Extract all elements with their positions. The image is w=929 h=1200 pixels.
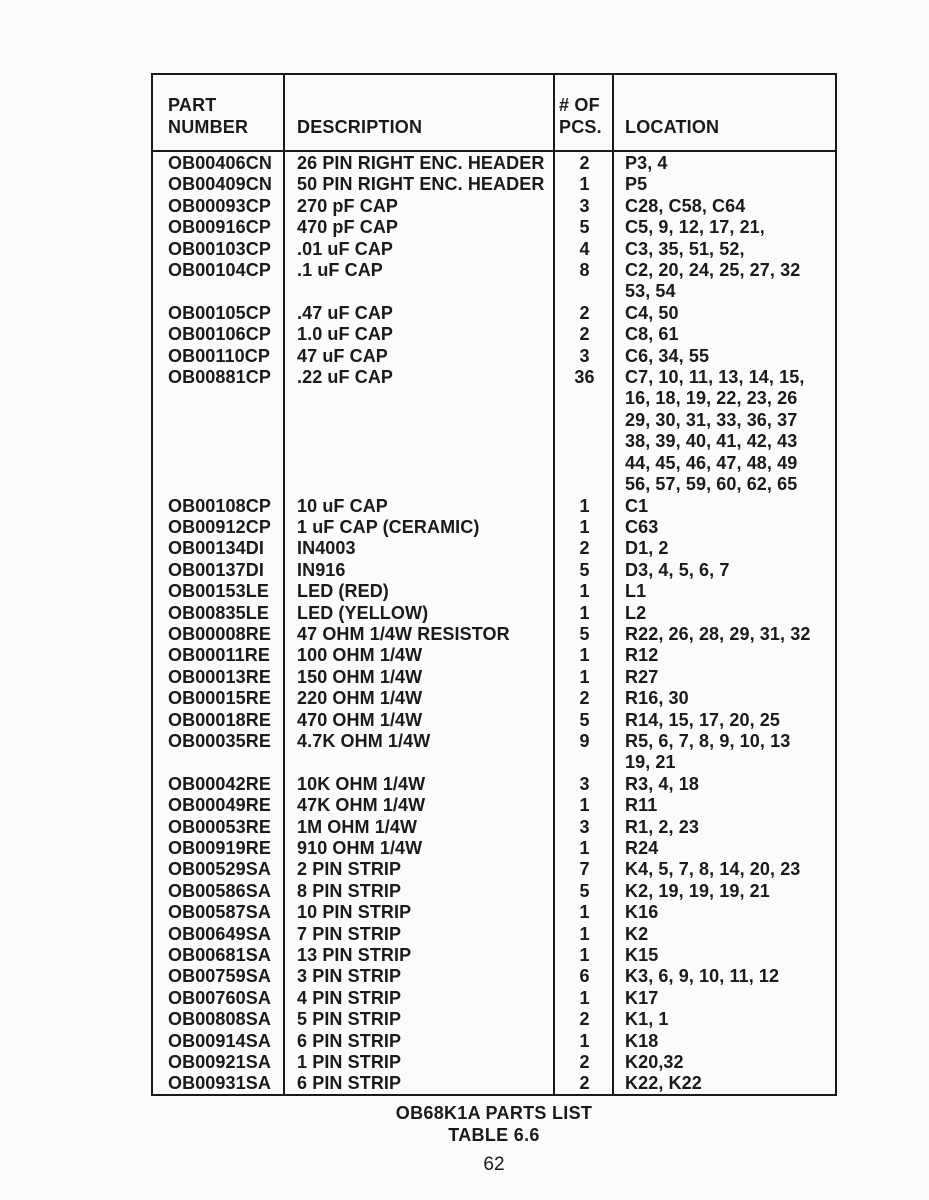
location-line: R27 (625, 666, 659, 687)
table-row (153, 303, 835, 324)
table-row (153, 945, 835, 966)
location-line: D3, 4, 5, 6, 7 (625, 559, 730, 580)
description-cell: 220 OHM 1/4W (297, 688, 423, 709)
table-header-row (153, 75, 835, 152)
pcs-cell: 5 (579, 217, 590, 238)
part-number-cell: OB00015RE (168, 688, 271, 709)
table-row (153, 239, 835, 260)
table-row (153, 367, 835, 495)
pcs-cell: 5 (579, 559, 590, 580)
location-cell (614, 538, 835, 559)
table-row (153, 645, 835, 666)
table-row (153, 153, 835, 174)
location-line: 38, 39, 40, 41, 42, 43 (625, 431, 798, 452)
table-row (153, 817, 835, 838)
location-line: R11 (625, 795, 658, 816)
part-number-cell: OB00912CP (168, 516, 271, 537)
location-cell (614, 239, 835, 260)
description-cell: 470 OHM 1/4W (297, 709, 423, 730)
pcs-cell: 1 (579, 1030, 590, 1051)
pcs-cell: 3 (579, 773, 590, 794)
part-number-cell: OB00011RE (168, 645, 270, 666)
part-number-cell: OB00529SA (168, 859, 271, 880)
description-cell: 2 PIN STRIP (297, 859, 402, 880)
pcs-cell: 2 (579, 1052, 590, 1073)
description-cell: 47 OHM 1/4W RESISTOR (297, 623, 510, 644)
description-cell: .22 uF CAP (297, 367, 394, 388)
table-row (153, 517, 835, 538)
description-cell: 910 OHM 1/4W (297, 838, 423, 858)
location-line: 16, 18, 19, 22, 23, 26 (625, 388, 798, 409)
pcs-cell: 2 (579, 153, 590, 173)
part-number-cell: OB00153LE (168, 581, 269, 602)
header-part-number-line1: PART (168, 95, 217, 115)
location-cell (614, 581, 835, 602)
table-row (153, 581, 835, 602)
description-cell: 5 PIN STRIP (297, 1009, 402, 1030)
location-cell (614, 517, 835, 538)
location-cell (614, 817, 835, 838)
location-line: C3, 35, 51, 52, (625, 238, 745, 259)
part-number-cell: OB00018RE (168, 709, 271, 730)
part-number-cell: OB00587SA (168, 902, 271, 923)
location-cell (614, 774, 835, 795)
pcs-cell: 1 (579, 945, 590, 966)
location-line: C4, 50 (625, 302, 679, 323)
location-cell (614, 560, 835, 581)
description-cell: 7 PIN STRIP (297, 923, 402, 944)
location-line: K18 (625, 1030, 659, 1051)
table-row (153, 902, 835, 923)
table-row (153, 1031, 835, 1052)
location-line: 56, 57, 59, 60, 62, 65 (625, 474, 798, 495)
location-cell (614, 924, 835, 945)
part-number-cell: OB00137DI (168, 559, 264, 580)
header-description (285, 75, 555, 150)
location-line: K20,32 (625, 1052, 684, 1073)
location-cell (614, 603, 835, 624)
description-cell: .47 uF CAP (297, 302, 394, 323)
location-line: K22, K22 (625, 1073, 702, 1094)
table-row (153, 1073, 835, 1094)
table-caption-subtitle: TABLE 6.6 (448, 1125, 540, 1145)
table-row (153, 624, 835, 645)
part-number-cell: OB00649SA (168, 923, 271, 944)
location-line: D1, 2 (625, 538, 669, 559)
part-number-cell: OB00110CP (168, 345, 270, 366)
table-row (153, 1009, 835, 1030)
part-number-cell: OB00881CP (168, 367, 271, 388)
pcs-cell: 1 (579, 838, 590, 858)
location-line: K2, 19, 19, 19, 21 (625, 880, 770, 901)
pcs-cell: 3 (579, 816, 590, 837)
part-number-cell: OB00104CP (168, 260, 271, 281)
pcs-cell: 6 (579, 966, 590, 987)
part-number-cell: OB00013RE (168, 666, 271, 687)
table-caption-title: OB68K1A PARTS LIST (395, 1103, 593, 1123)
location-line: C1 (625, 495, 649, 516)
pcs-cell: 36 (574, 367, 595, 388)
header-pcs-line1: # OF (559, 95, 600, 115)
part-number-cell: OB00053RE (168, 816, 271, 837)
location-cell (614, 260, 835, 303)
header-location-label: LOCATION (625, 117, 720, 137)
location-line: 53, 54 (625, 281, 676, 302)
pcs-cell: 1 (579, 516, 590, 537)
column-divider (283, 75, 285, 1094)
header-location (614, 75, 835, 150)
column-divider (612, 75, 614, 1094)
part-number-cell: OB00008RE (168, 623, 271, 644)
location-line: C5, 9, 12, 17, 21, (625, 217, 765, 238)
location-cell (614, 966, 835, 987)
location-line: C28, C58, C64 (625, 195, 746, 216)
location-line: K16 (625, 902, 659, 923)
location-cell (614, 303, 835, 324)
table-row (153, 795, 835, 816)
header-pcs-line2: PCS. (559, 117, 602, 137)
description-cell: 47K OHM 1/4W (297, 795, 426, 816)
location-line: K15 (625, 945, 659, 966)
description-cell: 270 pF CAP (297, 195, 399, 216)
location-cell (614, 945, 835, 966)
table-row (153, 1052, 835, 1073)
pcs-cell: 5 (579, 880, 590, 901)
table-row (153, 496, 835, 517)
part-number-cell: OB00931SA (168, 1073, 271, 1094)
pcs-cell: 1 (579, 987, 590, 1008)
location-line: R12 (625, 645, 659, 666)
description-cell: 13 PIN STRIP (297, 945, 412, 966)
location-line: 29, 30, 31, 33, 36, 37 (625, 409, 798, 430)
table-row (153, 217, 835, 238)
location-cell (614, 624, 835, 645)
description-cell: 150 OHM 1/4W (297, 666, 423, 687)
description-cell: 1.0 uF CAP (297, 324, 394, 345)
table-row (153, 260, 835, 303)
part-number-cell: OB00914SA (168, 1030, 271, 1051)
part-number-cell: OB00835LE (168, 602, 269, 623)
table-row (153, 174, 835, 195)
part-number-cell: OB00106CP (168, 324, 271, 345)
header-part-number (153, 75, 285, 150)
page-number: 62 (483, 1154, 505, 1175)
description-cell: 1M OHM 1/4W (297, 816, 418, 837)
description-cell: LED (YELLOW) (297, 602, 429, 623)
pcs-cell: 8 (579, 260, 590, 281)
description-cell: 4.7K OHM 1/4W (297, 730, 431, 751)
table-row (153, 881, 835, 902)
location-cell (614, 1052, 835, 1073)
part-number-cell: OB00409CN (168, 174, 272, 195)
description-cell: 10 PIN STRIP (297, 902, 412, 923)
location-cell (614, 367, 835, 495)
pcs-cell: 5 (579, 623, 590, 644)
header-part-number-line2: NUMBER (168, 117, 249, 137)
part-number-cell: OB00681SA (168, 945, 271, 966)
location-line: C63 (625, 516, 659, 537)
part-number-cell: OB00134DI (168, 538, 264, 559)
pcs-cell: 2 (579, 538, 590, 559)
description-cell: 1 PIN STRIP (297, 1052, 402, 1073)
location-cell (614, 667, 835, 688)
table-row (153, 667, 835, 688)
location-line: 44, 45, 46, 47, 48, 49 (625, 452, 798, 473)
pcs-cell: 1 (579, 666, 590, 687)
table-row (153, 196, 835, 217)
description-cell: 1 uF CAP (CERAMIC) (297, 516, 480, 537)
table-row (153, 731, 835, 774)
description-cell: 4 PIN STRIP (297, 987, 402, 1008)
location-line: C6, 34, 55 (625, 345, 710, 366)
part-number-cell: OB00042RE (168, 773, 271, 794)
location-line: L2 (625, 602, 647, 623)
part-number-cell: OB00406CN (168, 153, 272, 173)
location-line: R24 (625, 838, 659, 858)
description-cell: 3 PIN STRIP (297, 966, 402, 987)
table-row (153, 346, 835, 367)
table-body (153, 152, 835, 1095)
location-cell (614, 710, 835, 731)
description-cell: IN916 (297, 559, 346, 580)
location-cell (614, 902, 835, 923)
pcs-cell: 3 (579, 345, 590, 366)
location-cell (614, 153, 835, 174)
part-number-cell: OB00916CP (168, 217, 271, 238)
description-cell: 26 PIN RIGHT ENC. HEADER (297, 153, 545, 173)
location-cell (614, 1031, 835, 1052)
table-row (153, 538, 835, 559)
pcs-cell: 1 (579, 174, 590, 195)
description-cell: LED (RED) (297, 581, 389, 602)
location-line: R1, 2, 23 (625, 816, 699, 837)
pcs-cell: 9 (579, 730, 590, 751)
table-row (153, 688, 835, 709)
location-cell (614, 346, 835, 367)
parts-table (151, 73, 837, 1096)
location-line: K2 (625, 923, 649, 944)
location-line: K1, 1 (625, 1009, 669, 1030)
header-pcs (555, 75, 614, 150)
pcs-cell: 1 (579, 902, 590, 923)
pcs-cell: 1 (579, 923, 590, 944)
part-number-cell: OB00103CP (168, 238, 271, 259)
part-number-cell: OB00919RE (168, 838, 271, 858)
pcs-cell: 2 (579, 324, 590, 345)
location-line: K17 (625, 987, 659, 1008)
part-number-cell: OB00108CP (168, 495, 271, 516)
part-number-cell: OB00035RE (168, 730, 271, 751)
description-cell: 50 PIN RIGHT ENC. HEADER (297, 174, 545, 195)
description-cell: 47 uF CAP (297, 345, 388, 366)
description-cell: .01 uF CAP (297, 238, 394, 259)
pcs-cell: 4 (579, 238, 590, 259)
pcs-cell: 2 (579, 1009, 590, 1030)
location-line: R3, 4, 18 (625, 773, 699, 794)
location-line: C8, 61 (625, 324, 679, 345)
location-line: K4, 5, 7, 8, 14, 20, 23 (625, 859, 801, 880)
location-line: 19, 21 (625, 752, 676, 773)
description-cell: 100 OHM 1/4W (297, 645, 423, 666)
location-cell (614, 859, 835, 880)
location-cell (614, 174, 835, 195)
table-row (153, 774, 835, 795)
pcs-cell: 2 (579, 302, 590, 323)
table-row (153, 988, 835, 1009)
table-row (153, 324, 835, 345)
location-cell (614, 1009, 835, 1030)
location-cell (614, 196, 835, 217)
pcs-cell: 1 (579, 645, 590, 666)
pcs-cell: 1 (579, 795, 590, 816)
table-caption (151, 1102, 837, 1146)
description-cell: 10 uF CAP (297, 495, 388, 516)
table-row (153, 560, 835, 581)
location-cell (614, 881, 835, 902)
location-line: C7, 10, 11, 13, 14, 15, (625, 367, 805, 388)
part-number-cell: OB00921SA (168, 1052, 271, 1073)
pcs-cell: 2 (579, 1073, 590, 1094)
header-description-label: DESCRIPTION (297, 117, 423, 137)
part-number-cell: OB00586SA (168, 880, 271, 901)
part-number-cell: OB00093CP (168, 195, 271, 216)
location-cell (614, 795, 835, 816)
table-row (153, 924, 835, 945)
pcs-cell: 7 (579, 859, 590, 880)
location-cell (614, 324, 835, 345)
location-line: R5, 6, 7, 8, 9, 10, 13 (625, 730, 791, 751)
description-cell: 6 PIN STRIP (297, 1073, 402, 1094)
description-cell: 470 pF CAP (297, 217, 399, 238)
description-cell: 6 PIN STRIP (297, 1030, 402, 1051)
table-row (153, 710, 835, 731)
description-cell: 8 PIN STRIP (297, 880, 402, 901)
pcs-cell: 1 (579, 495, 590, 516)
location-line: P5 (625, 174, 648, 195)
location-cell (614, 1073, 835, 1094)
pcs-cell: 5 (579, 709, 590, 730)
location-line: P3, 4 (625, 153, 668, 173)
location-line: C2, 20, 24, 25, 27, 32 (625, 260, 801, 281)
location-line: L1 (625, 581, 647, 602)
location-cell (614, 988, 835, 1009)
part-number-cell: OB00808SA (168, 1009, 271, 1030)
location-cell (614, 688, 835, 709)
table-row (153, 603, 835, 624)
description-cell: 10K OHM 1/4W (297, 773, 426, 794)
location-cell (614, 838, 835, 859)
part-number-cell: OB00049RE (168, 795, 271, 816)
pcs-cell: 1 (579, 602, 590, 623)
location-cell (614, 731, 835, 774)
part-number-cell: OB00105CP (168, 302, 271, 323)
location-line: R22, 26, 28, 29, 31, 32 (625, 623, 811, 644)
location-line: K3, 6, 9, 10, 11, 12 (625, 966, 780, 987)
pcs-cell: 1 (579, 581, 590, 602)
location-cell (614, 217, 835, 238)
description-cell: IN4003 (297, 538, 356, 559)
pcs-cell: 3 (579, 195, 590, 216)
location-line: R14, 15, 17, 20, 25 (625, 709, 781, 730)
part-number-cell: OB00759SA (168, 966, 271, 987)
pcs-cell: 2 (579, 688, 590, 709)
location-cell (614, 496, 835, 517)
description-cell: .1 uF CAP (297, 260, 383, 281)
part-number-cell: OB00760SA (168, 987, 271, 1008)
table-row (153, 838, 835, 859)
location-cell (614, 645, 835, 666)
table-row (153, 859, 835, 880)
column-divider (553, 75, 555, 1094)
location-line: R16, 30 (625, 688, 689, 709)
table-row (153, 966, 835, 987)
